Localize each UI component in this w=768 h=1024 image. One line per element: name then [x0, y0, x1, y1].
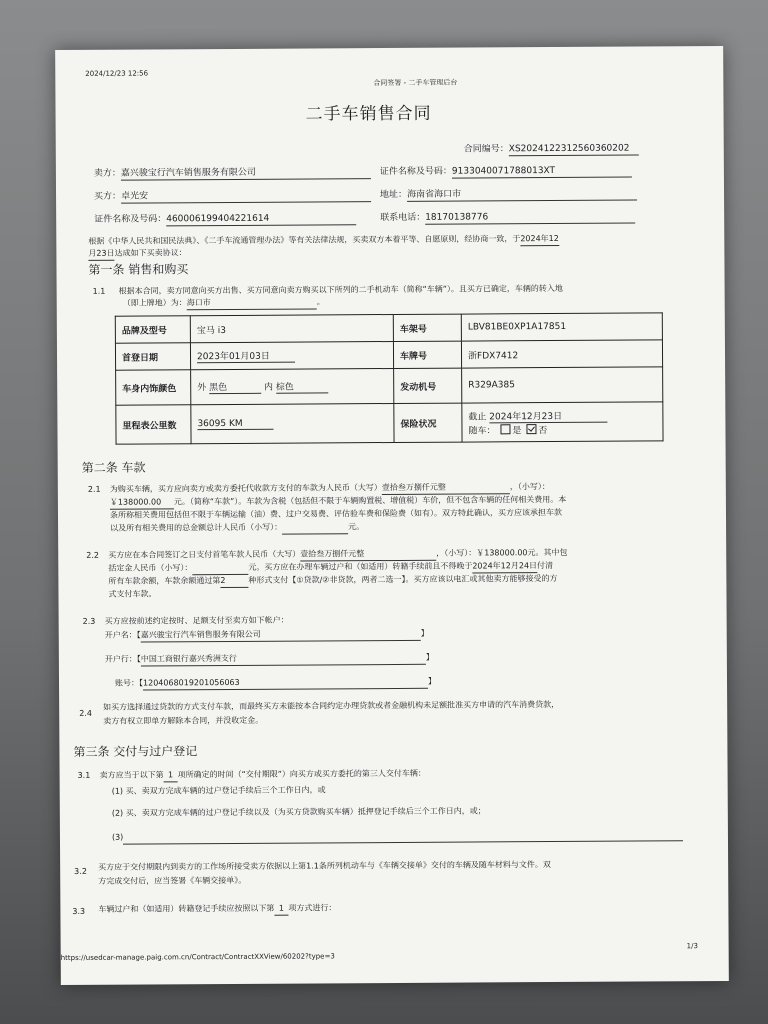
engine-label: 发动机号 [394, 368, 462, 403]
phone-label: 联系电话： [380, 212, 426, 224]
clause-3-1-opt3-label: (3) [111, 832, 124, 842]
clause-2-2-line4: 式支付车款。 [108, 589, 157, 599]
address-label: 地址： [380, 189, 408, 201]
mileage-cell [191, 403, 394, 443]
buyer-label: 买方： [94, 191, 122, 202]
buyer-row [94, 189, 371, 204]
clause-2-2-no: 2.2 [86, 550, 99, 560]
clause-2-2-text3: 所有车款余额，车款余额通过第 [108, 576, 221, 586]
contract-number-value: XS2024122312560360202 [509, 142, 639, 156]
clause-1-1-label: （即上牌地）为： [122, 298, 187, 308]
payment-method: 2 [220, 575, 248, 588]
table-row [116, 367, 663, 405]
mileage-value: 36095 [197, 418, 227, 429]
with-car-row [468, 422, 656, 436]
clause-3-1-text: 卖方应当于以下第 [99, 770, 164, 780]
deposit-blank [192, 562, 248, 575]
contract-number-label: 合同编号： [463, 144, 509, 155]
clause-2-4-line1: 如买方选择通过贷款的方式支付车款，而最终买方未能按本合同约定办理贷款或者金融机构未足额批准买方申请的汽车消费贷款， [103, 699, 560, 712]
first-reg-label: 首登日期 [115, 343, 190, 370]
clause-2-2-text3-end: 种形式支付【①贷款/②非贷款，两者二选一】。买方应该以电汇或其他卖方能够接受的方 [248, 573, 558, 585]
interior-label: 内 [263, 382, 274, 393]
clause-2-1-text2: 元。（简称“车款”）。车款为含税（包括但不限于车辆购置税、增值税）车价，但不包含车辆的任何相关费用。本 [173, 494, 567, 507]
section1-title: 第一条 销售和购买 [88, 262, 189, 277]
clause-2-2-mid: 元。买方应在办理车辆过户和（如适用）转籍手续前且不得晚于 [248, 561, 473, 572]
clause-2-2-line2-end: 付清 [537, 561, 554, 571]
clause-2-1-end: 元。 [348, 522, 365, 532]
buyer-id-row [94, 212, 356, 227]
preamble-end: 达成如下买卖协议： [114, 248, 187, 258]
preamble-text: 根据《中华人民共和国民法典》、《二手车流通管理办法》等有关法律法规，买卖双方本着平等、自愿原则，经协商一致，于 [88, 234, 521, 246]
footer-url: https://usedcar-manage.paig.com.cn/Contract/ContractXXView/60202?type=3 [60, 952, 335, 963]
insurance-cell [462, 402, 663, 442]
clause-2-1-line3: 条所称相关费用包括但不限于车辆运输（油）费、过户交易费、评估验车费和保险费（如有）。双方特此确认，买方应该承担车款 [109, 507, 563, 520]
clause-3-1-opt2: (2) 买、卖双方完成车辆的过户登记手续以及（为买方贷款购买车辆）抵押登记手续后三个工作日内，或； [111, 806, 486, 818]
clause-2-1-line4 [110, 521, 364, 536]
account-name-label: 开户名： [104, 630, 137, 640]
mileage-label: 里程表公里数 [116, 405, 191, 444]
account-no-value: 1204068019201056063 [143, 676, 428, 691]
delivery-option: 1 [164, 769, 178, 782]
color-label: 车身内饰颜色 [116, 370, 191, 405]
interior-color: 棕色 [276, 379, 328, 393]
insurance-prefix: 截止 [468, 411, 487, 423]
contract-paper [55, 46, 729, 985]
clause-3-3-text: 车辆过户和（如适用）转籍登记手续应按照以下第 [98, 903, 275, 914]
with-car-label: 随车： [468, 425, 496, 437]
clause-2-3-line1: 买方应按前述约定按时、足额支付至卖方如下帐户： [104, 615, 289, 626]
preamble-date-day: 月23日 [88, 248, 114, 261]
address-row [380, 187, 637, 202]
account-name-value: 嘉兴骏宝行汽车销售服务有限公司 [141, 628, 421, 643]
transfer-option: 1 [274, 903, 288, 916]
first-payment-small: ，（小写）：￥138000.00 [436, 548, 528, 558]
bracket-left: 【 [136, 630, 141, 640]
seller-label: 卖方： [93, 168, 121, 179]
buyer-id-label: 证件名称及号码： [94, 214, 167, 225]
deposit-label: 括定金人民币（小写）： [108, 563, 193, 573]
insurance-date: 2024年12月23日 [489, 408, 607, 423]
bracket-right: 】 [420, 628, 429, 638]
clause-3-1-no: 3.1 [77, 770, 91, 780]
clause-3-1-opt1: (1) 买、卖双方完成车辆的过户登记手续后三个工作日内，或 [111, 785, 326, 796]
clause-3-2-no: 3.2 [74, 866, 87, 876]
clause-3-2-line2: 方完成交付后，应当签署《车辆交接单》。 [98, 875, 247, 886]
total-blank [282, 521, 348, 534]
seller-row [94, 166, 371, 181]
insurance-label: 保险状况 [394, 403, 462, 442]
color-cell [191, 368, 394, 404]
price-small-label: ，（小写）： [509, 482, 550, 492]
first-payment-words: 壹拾叁万捌仟元整 [300, 548, 436, 562]
clause-2-3-no: 2.3 [82, 616, 96, 626]
bracket-right: 】 [427, 676, 437, 686]
first-reg-cell [190, 341, 393, 369]
clause-1-1-line2 [123, 296, 325, 310]
bank-label: 开户行： [104, 654, 137, 664]
clause-2-1-text: 为购买车辆，买方应向卖方或卖方委托代收款方支付的车款为人民币（大写） [109, 483, 382, 494]
price-words: 壹拾叁万捌仟元整 [382, 481, 510, 495]
clause-2-2-line3 [108, 573, 557, 589]
exterior-color: 黑色 [209, 380, 261, 394]
page-number: 1/3 [686, 942, 698, 951]
phone-row [380, 211, 635, 226]
clause-3-2-line1: 买方应于交付期限内到卖方的工作场所接受卖方依据以上第1.1条所列机动车与《车辆交接单》交付的车辆及随车材料与文件。双 [98, 860, 551, 872]
bracket-right: 】 [425, 652, 434, 662]
first-reg-value: 2023年01月03日 [197, 349, 295, 364]
insurance-date-row [468, 408, 656, 423]
table-row [116, 402, 663, 444]
registration-place: 海口市 [187, 296, 317, 310]
plate-value: 浙FDX7412 [461, 340, 662, 368]
seller-id-row [380, 165, 632, 180]
mileage-underline [197, 418, 273, 429]
page-header: 合同签署 - 二手车管理后台 [373, 78, 458, 88]
payment-deadline: 2024年12月24日 [472, 560, 537, 573]
preamble-date-year: 2024年12 [520, 233, 559, 246]
clause-2-1-text4: 以及所有相关费用的总金额总计人民币（小写）： [110, 522, 283, 533]
bank-row [105, 652, 434, 667]
account-no-row [115, 676, 436, 691]
clause-2-2-text: 买方应在本合同签订之日支付首笔车款人民币（大写） [108, 549, 301, 560]
plate-label: 车牌号 [393, 341, 461, 368]
clause-1-1-line1: 根据本合同，卖方同意向买方出售、买方同意向卖方购买以下所列的二手机动车（简称“车辆”）。且买方已确定，车辆的转入地 [118, 283, 563, 296]
vehicle-info-table [115, 312, 664, 444]
seller-id-label: 证件名称及号码： [379, 166, 452, 178]
bracket-left: 【 [138, 678, 144, 688]
clause-2-4-no: 2.4 [79, 708, 92, 718]
buyer-name: 卓光安 [121, 189, 371, 204]
clause-1-1-no: 1.1 [92, 286, 106, 296]
clause-2-2-line1-end: 元。其中包 [527, 547, 568, 558]
clause-3-1-opt3-blank [123, 828, 683, 844]
table-row [115, 340, 662, 370]
section2-title: 第二条 车款 [81, 460, 146, 475]
account-name-row [105, 628, 429, 643]
section3-title: 第三条 交付与过户登记 [73, 744, 198, 759]
no-checkbox-checked [526, 424, 536, 434]
mileage-unit: KM [228, 418, 243, 429]
clause-3-1-line1 [100, 768, 426, 783]
clause-3-1-opt3 [112, 828, 683, 844]
yes-label: 是 [512, 425, 522, 436]
print-timestamp: 2024/12/23 12:56 [85, 69, 149, 78]
engine-value: R329A385 [462, 367, 663, 403]
buyer-id-value: 460006199404221614 [166, 212, 356, 226]
yes-checkbox [500, 424, 510, 434]
clause-2-4-line2: 卖方有权立即单方解除本合同，并没收定金。 [103, 715, 264, 726]
bracket-left: 【 [136, 654, 141, 664]
phone-value: 18170138776 [425, 211, 635, 225]
vin-label: 车架号 [393, 314, 461, 341]
clause-3-3-no: 3.3 [72, 906, 86, 916]
exterior-label: 外 [197, 383, 207, 394]
clause-2-1-no: 2.1 [87, 484, 101, 494]
brand-value: 宝马 i3 [190, 314, 393, 342]
preamble-line2 [88, 247, 186, 261]
clause-1-1-end: 。 [316, 297, 325, 307]
vin-value: LBV81BE0XP1A17851 [461, 313, 662, 341]
address-value: 海南省海口市 [407, 187, 637, 201]
seller-id-value: 9133040071788013XT [452, 165, 632, 179]
table-row [115, 313, 662, 343]
contract-title: 二手车销售合同 [305, 103, 432, 125]
clause-3-1-text-end: 项所确定的时间（“交付期限”）向买方或买方委托的第三人交付车辆： [177, 768, 426, 780]
price-amount: ￥138000.00 [110, 496, 174, 509]
no-label: 否 [538, 425, 548, 436]
contract-number [464, 142, 639, 156]
seller-name: 嘉兴骏宝行汽车销售服务有限公司 [121, 166, 371, 181]
account-no-label: 账号： [114, 678, 140, 688]
clause-3-3-line1 [98, 902, 336, 916]
bank-value: 中国工商银行嘉兴秀洲支行 [141, 652, 426, 667]
clause-3-3-text-end: 项方式进行： [288, 903, 337, 913]
brand-label: 品牌及型号 [115, 316, 190, 343]
